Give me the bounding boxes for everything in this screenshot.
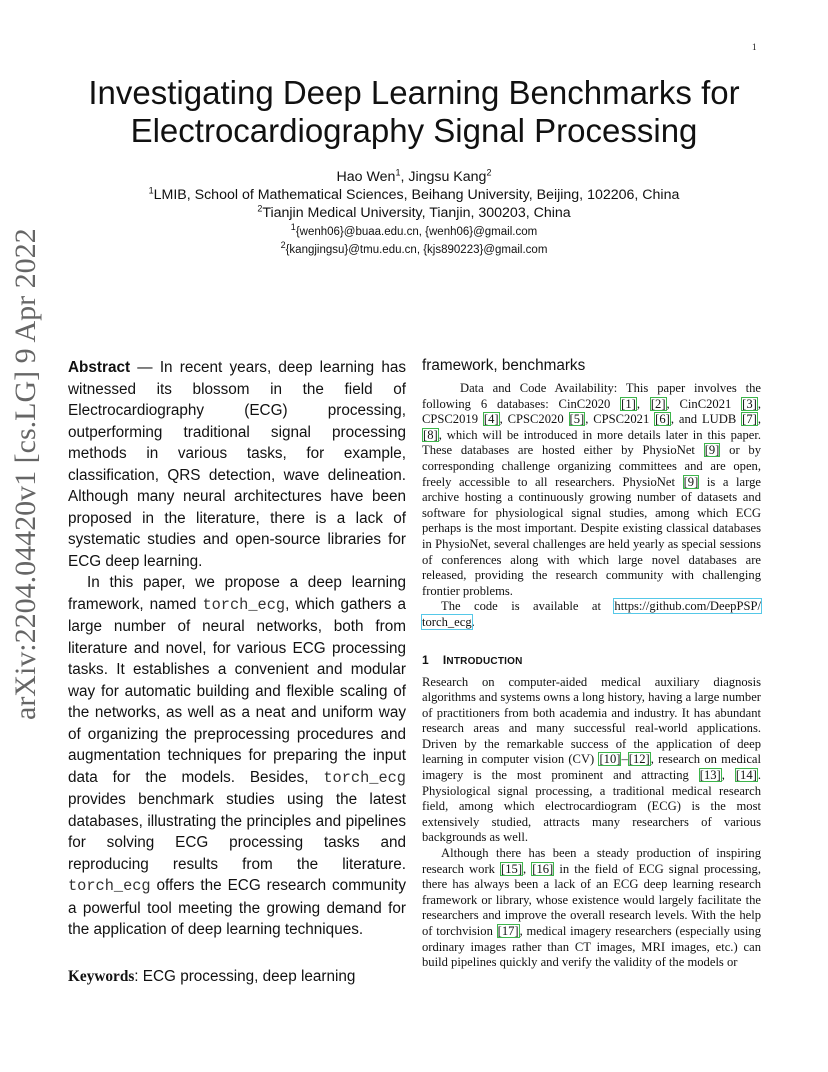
email-line: [40, 242, 788, 258]
email-marker: 1: [290, 222, 296, 233]
section-heading: [422, 653, 761, 667]
body-text: , which will be introduced in more details later in this paper. These databases are hosted either by PhysioNet: [422, 427, 761, 458]
author-affil-marker: 1: [395, 167, 401, 178]
citation-link[interactable]: [2]: [650, 396, 666, 411]
affil-text: Tianjin Medical University, Tianjin, 300203, China: [262, 205, 571, 221]
abstract: [68, 357, 406, 941]
affil-marker: 2: [257, 203, 263, 214]
right-column: [422, 355, 761, 971]
citation-link[interactable]: [15]: [501, 861, 523, 876]
intro-paragraph: Research on computer-aided medical auxiliary diagnosis algorithms and systems owns a long history, having a large number of practitioners from both academia and industry. It has abundant research areas and many successful real-world applications. Driven by the remarkable success of the application of deep learning in computer vision (CV) [10]–[12], research on medical imagery is the most prominent and attracting [13], [14]. Physiological signal processing, a traditional medical research field, among which electrocardiogram (ECG) is the most extensively studied, attracts many researchers of various backgrounds as well.: [422, 674, 762, 845]
keywords-continued: framework, benchmarks: [422, 357, 586, 374]
email-line: [40, 224, 788, 240]
abstract-paragraph: [68, 357, 406, 572]
citation-link[interactable]: [17]: [497, 924, 519, 938]
author-name: Jingsu Kang: [408, 169, 487, 185]
intro-paragraph: Although there has been a steady production of inspiring research work [15], [16] in the field of ECG signal processing, there has always been a lack of an ECG deep learning research framework or library, whose existence would largely facilitate the researchers and improve the overall research levels. With the help of torchvision [17], medical imagery researchers (especially using ordinary images rather than CT images, MRI images, etc.) can build pipelines quickly and verify the validity of the models or: [422, 846, 761, 970]
citation-link[interactable]: [9]: [683, 474, 699, 489]
body-text: .: [471, 614, 475, 629]
abstract-text: In this paper, we propose a deep learning framework, named: [68, 574, 406, 613]
code-name: torch_ecg: [323, 768, 406, 787]
github-link-cont[interactable]: torch_ecg: [422, 614, 472, 629]
citation-link[interactable]: [16]: [532, 861, 554, 876]
citation-link[interactable]: [12]: [628, 752, 650, 767]
keywords: [68, 966, 406, 987]
author-name: Hao Wen: [336, 169, 396, 185]
body-text: , CPSC2019: [422, 396, 762, 427]
keywords-text: ECG processing, deep learning: [142, 968, 356, 985]
code-name: torch_ecg: [202, 595, 286, 614]
github-link[interactable]: https://github.com/DeepPSP/: [614, 599, 761, 614]
author-separator: ,: [400, 169, 409, 185]
body-text: Data and Code Availability: This paper involves the following 6 databases: CinC2020: [422, 381, 761, 411]
body-text: . Physiological signal processing, a traditional medical research field, among which electrocardiogram (ECG) is the most extensively studied, attracts many researchers of various backgrounds as well.: [422, 768, 761, 845]
keywords-label: Keywords: [68, 968, 135, 985]
affiliation: [40, 186, 788, 204]
citation-link[interactable]: [4]: [483, 412, 499, 427]
affil-text: LMIB, School of Mathematical Sciences, Beihang University, Beijing, 102206, China: [153, 187, 680, 203]
body-text: in the field of ECG signal processing, there has always been a lack of an ECG deep learning research framework or library, whose existence would largely facilitate the researchers and improve the overall research levels. With the help of torchvision: [422, 861, 761, 938]
body-text: , research on medical imagery is the most prominent and attracting: [422, 752, 762, 783]
abstract-text: In recent years, deep learning has witnessed its blossom in the field of Electrocardiography (ECG) processing, outperforming traditional signal processing methods in various tasks, for example, classification, QRS detection, wave delineation. Although many neural architectures have been proposed in the literature, there is a lack of systematic studies and open-source libraries for ECG deep learning.: [68, 359, 406, 570]
citation-link[interactable]: [7]: [742, 412, 757, 427]
abstract-label: Abstract: [68, 359, 131, 376]
affil-marker: 1: [148, 185, 154, 196]
body-text: is a large archive hosting a continuously growing number of datasets and software for physiological signal studies, among which ECG perhaps is the most important. Despite existing classical databases in PhysioNet, several challenges are held yearly as special sessions of conferences along with which large novel databases are released, providing the research community with challenging frontier problems.: [422, 474, 761, 598]
citation-link[interactable]: [3]: [742, 396, 757, 411]
arxiv-stamp: arXiv:2204.04420v1 [cs.LG] 9 Apr 2022: [9, 228, 42, 720]
abstract-dash: —: [130, 359, 160, 376]
body-text: , CPSC2020: [499, 412, 569, 427]
citation-link[interactable]: [1]: [621, 396, 636, 411]
section-title-initial: I: [442, 652, 447, 667]
author-affil-marker: 2: [486, 167, 492, 178]
section-title-rest: NTRODUCTION: [446, 655, 523, 667]
affiliation: [40, 204, 788, 222]
keywords-colon: :: [134, 968, 143, 985]
abstract-text: provides benchmark studies using the latest databases, illustrating the principles and pipelines for solving ECG processing tasks and reproducing results from the literature.: [68, 791, 406, 873]
paper-title: [40, 74, 788, 150]
abstract-text: offers the ECG research community a powerful tool meeting the growing demand for the application of deep learning techniques.: [68, 877, 406, 938]
code-name: torch_ecg: [68, 877, 151, 895]
citation-link[interactable]: [9]: [704, 443, 720, 458]
citation-link[interactable]: [8]: [423, 427, 438, 442]
body-text: , CinC2021: [666, 396, 742, 411]
body-text: , CPSC2021: [585, 412, 655, 427]
abstract-text: , which gathers a large number of neural networks, both from literature and novel, for various ECG processing tasks. It establishes a convenient and modular way for automatic building and flexible scaling of the networks, as well as a neat and uniform way of organizing the preprocessing procedures and augmentation techniques for preparing the input data for the models. Besides,: [68, 595, 407, 786]
citation-link[interactable]: [10]: [599, 752, 621, 767]
page-number: 1: [752, 42, 757, 52]
citation-link[interactable]: [13]: [699, 768, 721, 783]
availability-paragraph: Data and Code Availability: This paper involves the following 6 databases: CinC2020 [1], [2], CinC2021 [3], CPSC2019 [4], CPSC2020 [5], CPSC2021 [6], and LUDB [7], [8], which will be introduced in more details later in this paper. These databases are hosted either by PhysioNet [9] or by corresponding challenge organizing committees and are open, freely accessible to all researchers. PhysioNet [9] is a large archive hosting a continuously growing number of datasets and software for physiological signal studies, among which ECG perhaps is the most important. Despite existing classical databases in PhysioNet, several challenges are held yearly as special sessions of conferences along with which large novel databases are released, providing the research community with challenging frontier problems.: [422, 381, 762, 598]
section-number: 1: [422, 652, 429, 667]
body-text: The code is available at: [441, 599, 615, 614]
body-text: , and LUDB: [670, 412, 742, 427]
abstract-paragraph: [68, 572, 406, 941]
title-line-1: Investigating Deep Learning Benchmarks for: [88, 74, 740, 111]
code-availability-paragraph: [422, 599, 761, 630]
body-text: Although there has been a steady production of inspiring research work: [422, 846, 761, 876]
citation-link[interactable]: [6]: [655, 412, 670, 427]
body-text: or by corresponding challenge organizing committees and are open, freely accessible to all researchers. PhysioNet: [422, 443, 761, 489]
title-line-2: Electrocardiography Signal Processing: [130, 112, 698, 149]
body-text: , medical imagery researchers (especially using ordinary images rather than CT images, MRI images, etc.) can build pipelines quickly and verify the validity of the models or: [422, 924, 761, 970]
email-marker: 2: [280, 240, 286, 251]
citation-link[interactable]: [5]: [569, 412, 585, 427]
email-text: {wenh06}@buaa.edu.cn, {wenh06}@gmail.com: [295, 226, 538, 238]
email-text: {kangjingsu}@tmu.edu.cn, {kjs890223}@gmail.com: [285, 244, 548, 256]
citation-link[interactable]: [14]: [735, 768, 757, 783]
author-list: [40, 168, 788, 186]
body-text: Research on computer-aided medical auxiliary diagnosis algorithms and systems owns a long history, having a large number of practitioners from both academia and industry. It has abundant research areas and many successful real-world applications. Driven by the remarkable success of the application of deep learning in computer vision (CV): [422, 674, 761, 767]
